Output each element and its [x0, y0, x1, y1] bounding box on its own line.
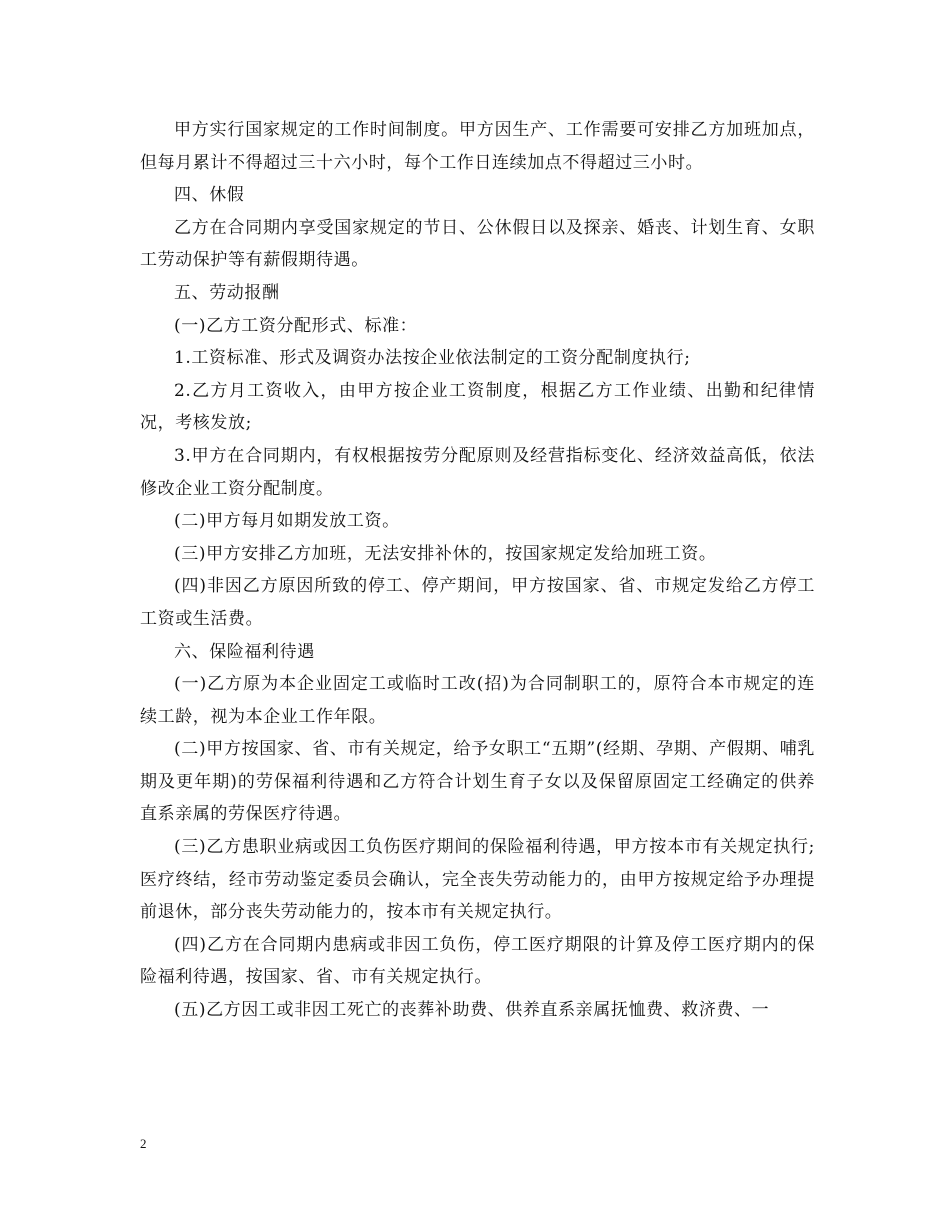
paragraph-wage-modification: 3.甲方在合同期内，有权根据按劳分配原则及经营指标变化、经济效益高低，依法修改企业工资分配制度。 — [140, 445, 815, 499]
paragraph-overtime-pay: (三)甲方安排乙方加班，无法安排补休的，按国家规定发给加班工资。 — [174, 543, 717, 564]
paragraph-illness-leave: (四)乙方在合同期内患病或非因工负伤，停工医疗期限的计算及停工医疗期内的保险福利待遇，按国家、省、市有关规定执行。 — [140, 934, 815, 988]
document-body — [140, 114, 815, 1027]
paragraph-death-benefits: (五)乙方因工或非因工死亡的丧葬补助费、供养直系亲属抚恤费、救济费、一 — [174, 1000, 770, 1021]
section-heading-insurance: 六、保险福利待遇 — [174, 641, 315, 662]
section-heading-remuneration: 五、劳动报酬 — [174, 282, 280, 303]
paragraph-wage-standard: 1.工资标准、形式及调资办法按企业依法制定的工资分配制度执行; — [174, 348, 691, 369]
paragraph-female-benefits: (二)甲方按国家、省、市有关规定，给予女职工“五期”(经期、孕期、产假期、哺乳期及更年期)的劳保福利待遇和乙方符合计划生育子女以及保留原固定工经确定的供养直系亲属的劳保医疗待遇。 — [140, 739, 815, 825]
paragraph-working-hours: 甲方实行国家规定的工作时间制度。甲方因生产、工作需要可安排乙方加班加点，但每月累计不得超过三十六小时，每个工作日连续加点不得超过三小时。 — [140, 120, 815, 173]
paragraph-wage-form: (一)乙方工资分配形式、标准： — [174, 315, 418, 336]
page-number: 2 — [140, 1136, 147, 1151]
paragraph-service-years: (一)乙方原为本企业固定工或临时工改(招)为合同制职工的，原符合本市规定的连续工龄，视为本企业工作年限。 — [140, 674, 815, 727]
paragraph-monthly-income: 2.乙方月工资收入，由甲方按企业工资制度，根据乙方工作业绩、出勤和纪律情况，考核发放; — [140, 380, 815, 434]
paragraph-occupational-disease: (三)乙方患职业病或因工负伤医疗期间的保险福利待遇，甲方按本市有关规定执行;医疗终结，经市劳动鉴定委员会确认，完全丧失劳动能力的，由甲方按规定给予办理提前退休，部分丧失劳动能力的，按本市有关规定执行。 — [140, 837, 815, 923]
paragraph-work-stoppage: (四)非因乙方原因所致的停工、停产期间，甲方按国家、省、市规定发给乙方停工工资或生活费。 — [140, 576, 815, 629]
paragraph-monthly-payment: (二)甲方每月如期发放工资。 — [174, 511, 400, 532]
paragraph-leave: 乙方在合同期内享受国家规定的节日、公休假日以及探亲、婚丧、计划生育、女职工劳动保护等有薪假期待遇。 — [140, 217, 815, 271]
section-heading-leave: 四、休假 — [174, 185, 245, 206]
